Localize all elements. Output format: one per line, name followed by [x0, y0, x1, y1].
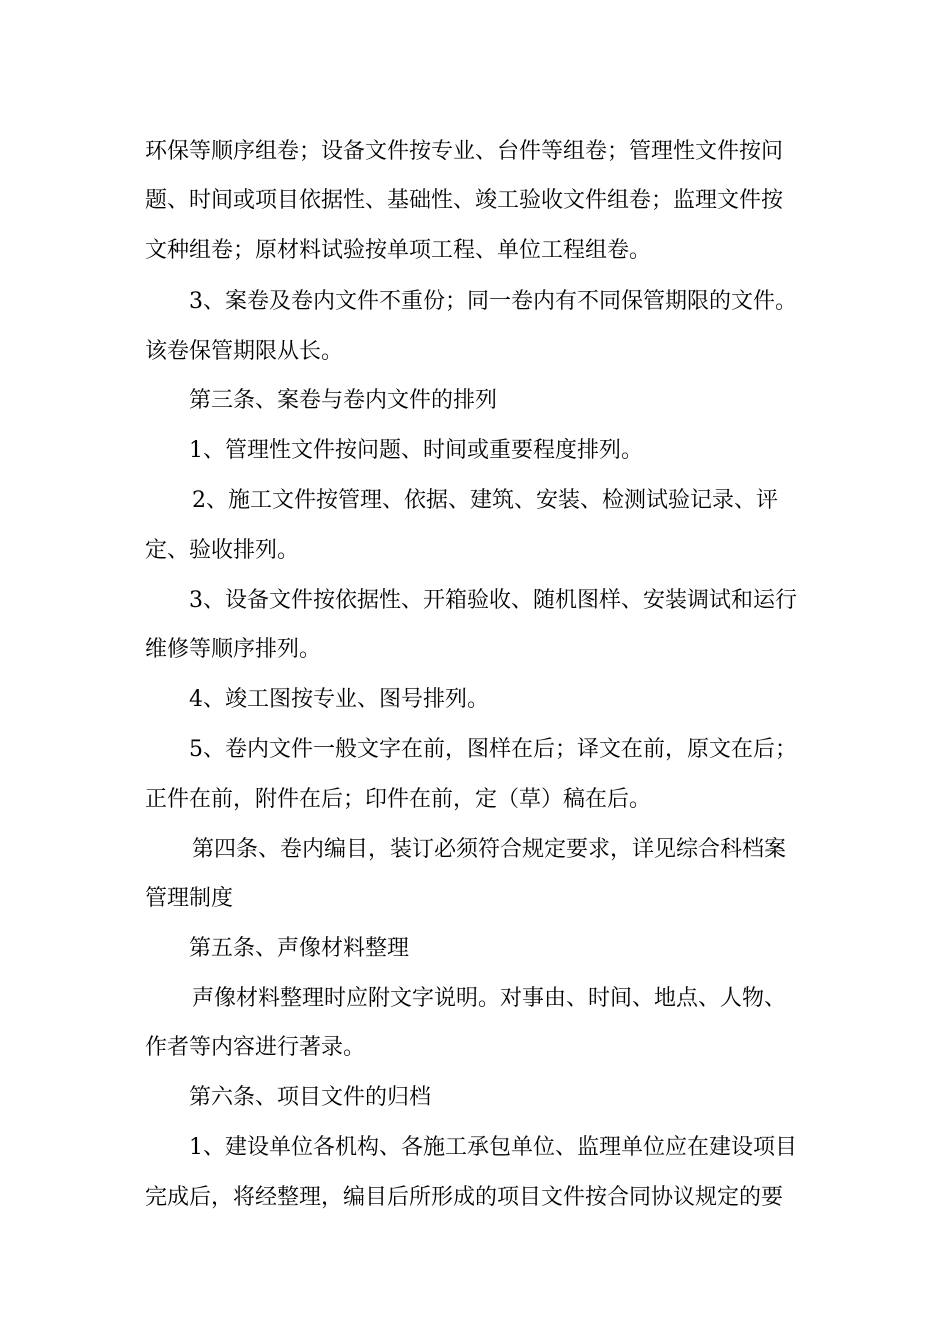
- section-heading: 第三条、案卷与卷内文件的排列: [189, 388, 498, 413]
- text-line: 定、验收排列。: [145, 538, 300, 563]
- text-line: 1、建设单位各机构、各施工承包单位、监理单位应在建设项目: [189, 1135, 797, 1160]
- text-line: 3、案卷及卷内文件不重份；同一卷内有不同保管期限的文件。: [189, 289, 797, 314]
- text-line: 管理制度: [145, 886, 234, 911]
- text-line: 正件在前，附件在后；印件在前，定（草）稿在后。: [145, 787, 652, 812]
- text-line: 声像材料整理时应附文字说明。对事由、时间、地点、人物、: [192, 986, 787, 1011]
- text-line: 2、施工文件按管理、依据、建筑、安装、检测试验记录、评: [192, 488, 778, 513]
- text-line: 作者等内容进行著录。: [145, 1035, 366, 1060]
- text-line: 该卷保管期限从长。: [145, 339, 344, 364]
- section-heading: 第四条、卷内编目，装订必须符合规定要求，详见综合科档案: [192, 837, 787, 862]
- section-heading: 第六条、项目文件的归档: [189, 1085, 432, 1110]
- text-line: 题、时间或项目依据性、基础性、竣工验收文件组卷；监理文件按: [145, 188, 784, 213]
- text-line: 4、竣工图按专业、图号排列。: [189, 687, 489, 712]
- text-line: 环保等顺序组卷；设备文件按专业、台件等组卷；管理性文件按问: [145, 139, 784, 164]
- text-line: 维修等顺序排列。: [145, 637, 322, 662]
- text-line: 文种组卷；原材料试验按单项工程、单位工程组卷。: [145, 238, 652, 263]
- text-line: 5、卷内文件一般文字在前，图样在后；译文在前，原文在后；: [189, 737, 797, 762]
- text-line: 1、管理性文件按问题、时间或重要程度排列。: [189, 438, 643, 463]
- text-line: 3、设备文件按依据性、开箱验收、随机图样、安装调试和运行: [189, 588, 797, 613]
- section-heading: 第五条、声像材料整理: [189, 936, 410, 961]
- text-line: 完成后，将经整理，编目后所形成的项目文件按合同协议规定的要: [145, 1185, 784, 1210]
